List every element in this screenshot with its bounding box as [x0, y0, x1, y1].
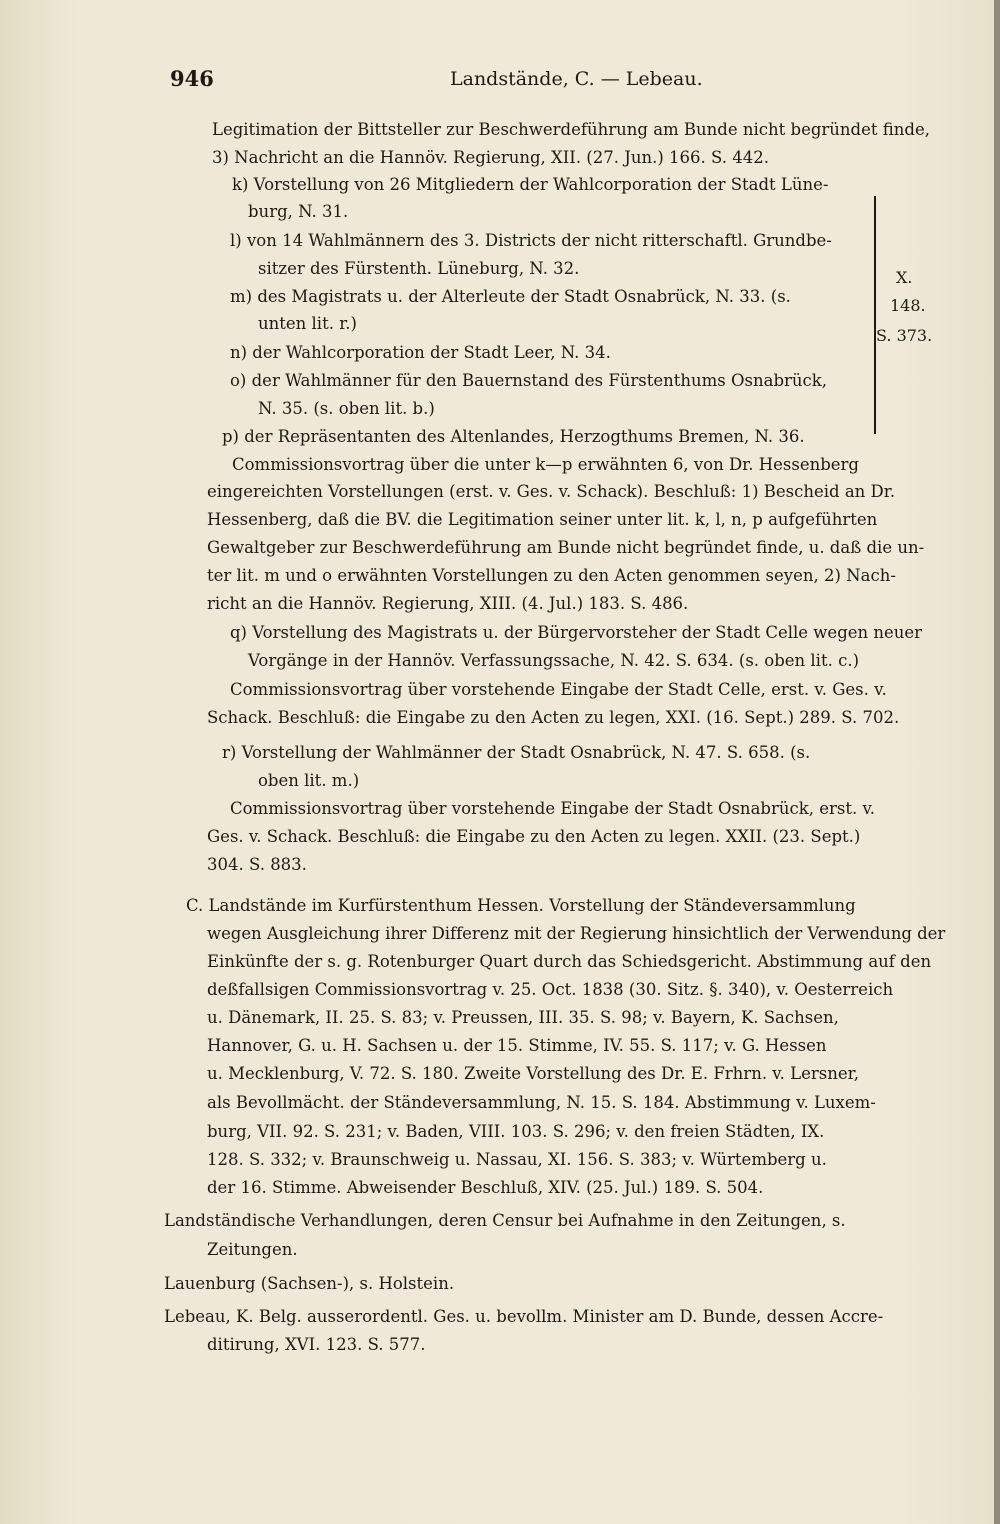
- text-line: Legitimation der Bittsteller zur Beschwerdeführung am Bunde nicht begründet finde,: [212, 120, 930, 139]
- running-title: Landstände, C. — Lebeau.: [450, 68, 703, 90]
- text-line: Einkünfte der s. g. Rotenburger Quart durch das Schiedsgericht. Abstimmung auf den: [207, 952, 932, 971]
- text-line: l) von 14 Wahlmännern des 3. Districts der nicht ritterschaftl. Grundbe-: [230, 231, 832, 250]
- text-line: k) Vorstellung von 26 Mitgliedern der Wahlcorporation der Stadt Lüne-: [232, 175, 829, 194]
- text-line: m) des Magistrats u. der Alterleute der Stadt Osnabrück, N. 33. (s.: [230, 287, 791, 306]
- text-line: Lebeau, K. Belg. ausserordentl. Ges. u. bevollm. Minister am D. Bunde, dessen Accre-: [164, 1307, 884, 1326]
- bracket-note-page: 148.: [890, 296, 926, 315]
- text-line: Schack. Beschluß: die Eingabe zu den Acten zu legen, XXI. (16. Sept.) 289. S. 702.: [207, 708, 900, 727]
- text-line: deßfallsigen Commissionsvortrag v. 25. Oct. 1838 (30. Sitz. §. 340), v. Oesterreich: [207, 980, 894, 999]
- text-line: burg, N. 31.: [248, 202, 349, 221]
- text-line: u. Mecklenburg, V. 72. S. 180. Zweite Vorstellung des Dr. E. Frhrn. v. Lersner,: [207, 1064, 859, 1083]
- text-line: Lauenburg (Sachsen-), s. Holstein.: [164, 1274, 455, 1293]
- text-line: ditirung, XVI. 123. S. 577.: [207, 1335, 426, 1354]
- text-line: sitzer des Fürstenth. Lüneburg, N. 32.: [258, 259, 580, 278]
- text-line: wegen Ausgleichung ihrer Differenz mit der Regierung hinsichtlich der Verwendung der: [207, 924, 946, 943]
- page-edge: [994, 0, 1000, 1524]
- text-line: o) der Wahlmänner für den Bauernstand des Fürstenthums Osnabrück,: [230, 371, 828, 390]
- text-line: C. Landstände im Kurfürstenthum Hessen. Vorstellung der Ständeversammlung: [186, 896, 856, 915]
- text-line: 128. S. 332; v. Braunschweig u. Nassau, XI. 156. S. 383; v. Würtemberg u.: [207, 1150, 827, 1169]
- text-line: Ges. v. Schack. Beschluß: die Eingabe zu den Acten zu legen. XXII. (23. Sept.): [207, 827, 861, 846]
- text-line: eingereichten Vorstellungen (erst. v. Ges. v. Schack). Beschluß: 1) Bescheid an Dr.: [207, 482, 896, 501]
- text-line: Commissionsvortrag über vorstehende Eingabe der Stadt Celle, erst. v. Ges. v.: [230, 680, 887, 699]
- text-line: Commissionsvortrag über die unter k—p erwähnten 6, von Dr. Hessenberg: [232, 455, 859, 474]
- text-line: richt an die Hannöv. Regierung, XIII. (4. Jul.) 183. S. 486.: [207, 594, 689, 613]
- text-line: q) Vorstellung des Magistrats u. der Bürgervorsteher der Stadt Celle wegen neuer: [230, 623, 923, 642]
- text-line: p) der Repräsentanten des Altenlandes, Herzogthums Bremen, N. 36.: [222, 427, 805, 446]
- text-line: burg, VII. 92. S. 231; v. Baden, VIII. 103. S. 296; v. den freien Städten, IX.: [207, 1122, 825, 1141]
- text-line: Vorgänge in der Hannöv. Verfassungssache, N. 42. S. 634. (s. oben lit. c.): [248, 651, 860, 670]
- text-line: n) der Wahlcorporation der Stadt Leer, N. 34.: [230, 343, 611, 362]
- bracket-note-volume: X.: [896, 268, 913, 287]
- text-line: unten lit. r.): [258, 314, 357, 333]
- text-line: r) Vorstellung der Wahlmänner der Stadt Osnabrück, N. 47. S. 658. (s.: [222, 743, 811, 762]
- text-line: 3) Nachricht an die Hannöv. Regierung, XII. (27. Jun.) 166. S. 442.: [212, 148, 769, 167]
- text-line: der 16. Stimme. Abweisender Beschluß, XIV. (25. Jul.) 189. S. 504.: [207, 1178, 764, 1197]
- text-line: ter lit. m und o erwähnten Vorstellungen zu den Acten genommen seyen, 2) Nach-: [207, 566, 896, 585]
- text-line: als Bevollmächt. der Ständeversammlung, N. 15. S. 184. Abstimmung v. Luxem-: [207, 1093, 876, 1112]
- text-line: Hannover, G. u. H. Sachsen u. der 15. Stimme, IV. 55. S. 117; v. G. Hessen: [207, 1036, 827, 1055]
- page-number: 946: [170, 66, 214, 91]
- text-line: Zeitungen.: [207, 1240, 298, 1259]
- text-line: u. Dänemark, II. 25. S. 83; v. Preussen, III. 35. S. 98; v. Bayern, K. Sachsen,: [207, 1008, 839, 1027]
- text-line: Hessenberg, daß die BV. die Legitimation seiner unter lit. k, l, n, p aufgeführten: [207, 510, 878, 529]
- bracket: [860, 196, 876, 434]
- text-line: N. 35. (s. oben lit. b.): [258, 399, 435, 418]
- text-line: Gewaltgeber zur Beschwerdeführung am Bunde nicht begründet finde, u. daß die un-: [207, 538, 925, 557]
- text-line: Landständische Verhandlungen, deren Censur bei Aufnahme in den Zeitungen, s.: [164, 1211, 846, 1230]
- text-line: oben lit. m.): [258, 771, 360, 790]
- text-line: 304. S. 883.: [207, 855, 307, 874]
- bracket-note-seite: S. 373.: [876, 326, 933, 345]
- text-line: Commissionsvortrag über vorstehende Eingabe der Stadt Osnabrück, erst. v.: [230, 799, 876, 818]
